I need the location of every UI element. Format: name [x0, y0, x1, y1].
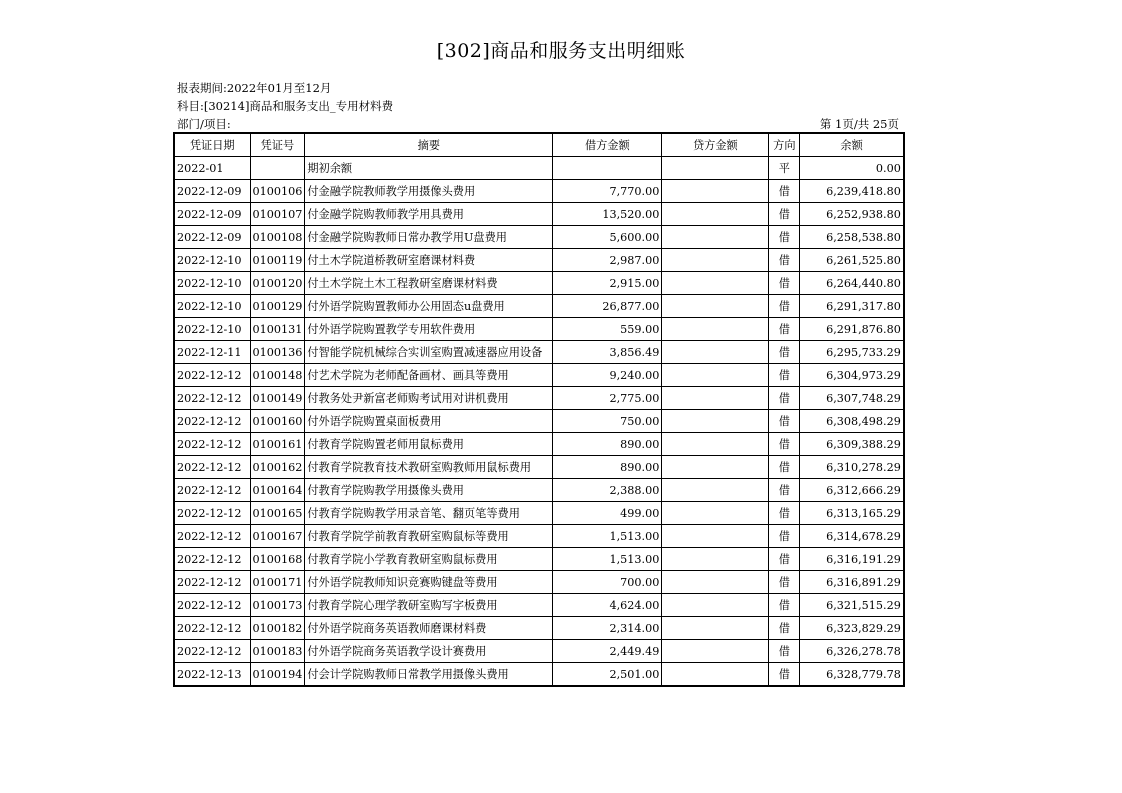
summary-cell: 付土木学院道桥教研室磨课材料费 — [305, 249, 553, 272]
balance-cell: 6,316,891.29 — [800, 571, 904, 594]
voucher-no-cell: 0100129 — [250, 295, 305, 318]
balance-cell: 6,291,876.80 — [800, 318, 904, 341]
balance-cell: 6,295,733.29 — [800, 341, 904, 364]
voucher-no-cell: 0100161 — [250, 433, 305, 456]
summary-cell: 付外语学院商务英语教师磨课材料费 — [305, 617, 553, 640]
ledger-table — [173, 132, 905, 687]
voucher-no-cell: 0100182 — [250, 617, 305, 640]
table-row — [174, 272, 904, 295]
voucher-no-cell: 0100120 — [250, 272, 305, 295]
debit-amount-cell: 890.00 — [553, 456, 662, 479]
voucher-no-cell: 0100136 — [250, 341, 305, 364]
voucher-date-cell: 2022-12-12 — [174, 387, 250, 410]
debit-amount-cell: 2,987.00 — [553, 249, 662, 272]
credit-amount-cell — [662, 341, 769, 364]
direction-cell: 平 — [769, 157, 800, 180]
table-row — [174, 249, 904, 272]
voucher-date-cell: 2022-12-09 — [174, 226, 250, 249]
debit-amount-cell: 1,513.00 — [553, 525, 662, 548]
table-row — [174, 295, 904, 318]
credit-amount-cell — [662, 387, 769, 410]
summary-cell: 付会计学院购教师日常教学用摄像头费用 — [305, 663, 553, 687]
balance-cell: 6,316,191.29 — [800, 548, 904, 571]
table-row — [174, 341, 904, 364]
direction-cell: 借 — [769, 663, 800, 687]
voucher-date-cell: 2022-12-12 — [174, 433, 250, 456]
summary-cell: 付教育学院购置老师用鼠标费用 — [305, 433, 553, 456]
direction-cell: 借 — [769, 410, 800, 433]
direction-cell: 借 — [769, 571, 800, 594]
balance-cell: 6,264,440.80 — [800, 272, 904, 295]
voucher-date-cell: 2022-12-10 — [174, 318, 250, 341]
voucher-no-cell: 0100183 — [250, 640, 305, 663]
header-credit: 贷方金额 — [662, 133, 769, 157]
voucher-no-cell: 0100164 — [250, 479, 305, 502]
debit-amount-cell: 499.00 — [553, 502, 662, 525]
voucher-no-cell: 0100107 — [250, 203, 305, 226]
debit-amount-cell: 700.00 — [553, 571, 662, 594]
table-row — [174, 479, 904, 502]
direction-cell: 借 — [769, 364, 800, 387]
table-row — [174, 617, 904, 640]
voucher-no-cell: 0100168 — [250, 548, 305, 571]
credit-amount-cell — [662, 295, 769, 318]
department-project: 部门/项目: — [177, 117, 231, 131]
summary-cell: 期初余额 — [305, 157, 553, 180]
balance-cell: 6,304,973.29 — [800, 364, 904, 387]
credit-amount-cell — [662, 272, 769, 295]
credit-amount-cell — [662, 571, 769, 594]
balance-cell: 6,321,515.29 — [800, 594, 904, 617]
table-row — [174, 525, 904, 548]
voucher-date-cell: 2022-12-10 — [174, 272, 250, 295]
voucher-date-cell: 2022-12-12 — [174, 364, 250, 387]
summary-cell: 付教务处尹新富老师购考试用对讲机费用 — [305, 387, 553, 410]
header-balance: 余额 — [800, 133, 904, 157]
table-row — [174, 180, 904, 203]
debit-amount-cell: 13,520.00 — [553, 203, 662, 226]
summary-cell: 付外语学院购置桌面板费用 — [305, 410, 553, 433]
direction-cell: 借 — [769, 617, 800, 640]
debit-amount-cell: 750.00 — [553, 410, 662, 433]
credit-amount-cell — [662, 203, 769, 226]
direction-cell: 借 — [769, 594, 800, 617]
direction-cell: 借 — [769, 249, 800, 272]
table-row — [174, 226, 904, 249]
balance-cell: 6,252,938.80 — [800, 203, 904, 226]
ledger-header-row — [174, 133, 904, 157]
credit-amount-cell — [662, 157, 769, 180]
voucher-date-cell: 2022-12-09 — [174, 203, 250, 226]
header-debit: 借方金额 — [553, 133, 662, 157]
summary-cell: 付金融学院教师教学用摄像头费用 — [305, 180, 553, 203]
direction-cell: 借 — [769, 640, 800, 663]
direction-cell: 借 — [769, 226, 800, 249]
direction-cell: 借 — [769, 318, 800, 341]
balance-cell: 6,314,678.29 — [800, 525, 904, 548]
voucher-date-cell: 2022-12-09 — [174, 180, 250, 203]
summary-cell: 付教育学院小学教育教研室购鼠标费用 — [305, 548, 553, 571]
balance-cell: 6,291,317.80 — [800, 295, 904, 318]
summary-cell: 付金融学院购教师日常办教学用U盘费用 — [305, 226, 553, 249]
balance-cell: 6,328,779.78 — [800, 663, 904, 687]
debit-amount-cell: 5,600.00 — [553, 226, 662, 249]
voucher-date-cell: 2022-12-12 — [174, 548, 250, 571]
debit-amount-cell: 559.00 — [553, 318, 662, 341]
direction-cell: 借 — [769, 341, 800, 364]
debit-amount-cell: 26,877.00 — [553, 295, 662, 318]
credit-amount-cell — [662, 479, 769, 502]
debit-amount-cell: 7,770.00 — [553, 180, 662, 203]
balance-cell: 6,313,165.29 — [800, 502, 904, 525]
debit-amount-cell: 2,915.00 — [553, 272, 662, 295]
voucher-date-cell: 2022-12-11 — [174, 341, 250, 364]
voucher-date-cell: 2022-12-10 — [174, 295, 250, 318]
voucher-date-cell: 2022-12-12 — [174, 594, 250, 617]
voucher-no-cell: 0100162 — [250, 456, 305, 479]
header-direction: 方向 — [769, 133, 800, 157]
credit-amount-cell — [662, 180, 769, 203]
credit-amount-cell — [662, 318, 769, 341]
voucher-no-cell: 0100171 — [250, 571, 305, 594]
direction-cell: 借 — [769, 295, 800, 318]
debit-amount-cell: 890.00 — [553, 433, 662, 456]
voucher-no-cell: 0100194 — [250, 663, 305, 687]
table-row — [174, 502, 904, 525]
voucher-date-cell: 2022-01 — [174, 157, 250, 180]
summary-cell: 付土木学院土木工程教研室磨课材料费 — [305, 272, 553, 295]
summary-cell: 付教育学院心理学教研室购写字板费用 — [305, 594, 553, 617]
direction-cell: 借 — [769, 387, 800, 410]
table-row — [174, 456, 904, 479]
voucher-no-cell: 0100167 — [250, 525, 305, 548]
voucher-date-cell: 2022-12-12 — [174, 479, 250, 502]
voucher-date-cell: 2022-12-10 — [174, 249, 250, 272]
page-indicator: 第 1页/共 25页 — [819, 117, 899, 131]
voucher-date-cell: 2022-12-12 — [174, 617, 250, 640]
summary-cell: 付教育学院购教学用摄像头费用 — [305, 479, 553, 502]
voucher-no-cell: 0100119 — [250, 249, 305, 272]
voucher-no-cell: 0100108 — [250, 226, 305, 249]
debit-amount-cell: 3,856.49 — [553, 341, 662, 364]
summary-cell: 付教育学院教育技术教研室购教师用鼠标费用 — [305, 456, 553, 479]
table-row — [174, 203, 904, 226]
summary-cell: 付外语学院购置教师办公用固态u盘费用 — [305, 295, 553, 318]
balance-cell: 6,258,538.80 — [800, 226, 904, 249]
summary-cell: 付外语学院购置教学专用软件费用 — [305, 318, 553, 341]
summary-cell: 付智能学院机械综合实训室购置减速器应用设备 — [305, 341, 553, 364]
balance-cell: 6,309,388.29 — [800, 433, 904, 456]
credit-amount-cell — [662, 594, 769, 617]
balance-cell: 6,326,278.78 — [800, 640, 904, 663]
balance-cell: 6,312,666.29 — [800, 479, 904, 502]
summary-cell: 付艺术学院为老师配备画材、画具等费用 — [305, 364, 553, 387]
debit-amount-cell: 1,513.00 — [553, 548, 662, 571]
table-row — [174, 387, 904, 410]
voucher-no-cell: 0100106 — [250, 180, 305, 203]
direction-cell: 借 — [769, 203, 800, 226]
voucher-no-cell: 0100131 — [250, 318, 305, 341]
voucher-date-cell: 2022-12-12 — [174, 525, 250, 548]
direction-cell: 借 — [769, 180, 800, 203]
direction-cell: 借 — [769, 433, 800, 456]
credit-amount-cell — [662, 226, 769, 249]
balance-cell: 6,239,418.80 — [800, 180, 904, 203]
summary-cell: 付教育学院购教学用录音笔、翻页笔等费用 — [305, 502, 553, 525]
report-title: [302]商品和服务支出明细账 — [436, 40, 686, 62]
debit-amount-cell: 2,449.49 — [553, 640, 662, 663]
summary-cell: 付外语学院商务英语教学设计赛费用 — [305, 640, 553, 663]
voucher-no-cell: 0100148 — [250, 364, 305, 387]
table-row — [174, 663, 904, 687]
table-row — [174, 157, 904, 180]
table-row — [174, 410, 904, 433]
account-subject: 科目:[30214]商品和服务支出_专用材料费 — [177, 99, 394, 113]
credit-amount-cell — [662, 249, 769, 272]
header-voucher-date: 凭证日期 — [174, 133, 250, 157]
credit-amount-cell — [662, 548, 769, 571]
summary-cell: 付外语学院教师知识竞赛购键盘等费用 — [305, 571, 553, 594]
balance-cell: 6,307,748.29 — [800, 387, 904, 410]
table-row — [174, 364, 904, 387]
voucher-date-cell: 2022-12-13 — [174, 663, 250, 687]
voucher-no-cell: 0100149 — [250, 387, 305, 410]
credit-amount-cell — [662, 502, 769, 525]
header-summary: 摘要 — [305, 133, 553, 157]
voucher-no-cell: 0100165 — [250, 502, 305, 525]
voucher-no-cell — [250, 157, 305, 180]
balance-cell: 6,310,278.29 — [800, 456, 904, 479]
debit-amount-cell: 2,501.00 — [553, 663, 662, 687]
header-voucher-no: 凭证号 — [250, 133, 305, 157]
table-row — [174, 594, 904, 617]
direction-cell: 借 — [769, 502, 800, 525]
balance-cell: 6,261,525.80 — [800, 249, 904, 272]
debit-amount-cell — [553, 157, 662, 180]
direction-cell: 借 — [769, 456, 800, 479]
direction-cell: 借 — [769, 479, 800, 502]
summary-cell: 付金融学院购教师教学用具费用 — [305, 203, 553, 226]
debit-amount-cell: 2,388.00 — [553, 479, 662, 502]
direction-cell: 借 — [769, 525, 800, 548]
debit-amount-cell: 9,240.00 — [553, 364, 662, 387]
credit-amount-cell — [662, 364, 769, 387]
credit-amount-cell — [662, 433, 769, 456]
voucher-date-cell: 2022-12-12 — [174, 502, 250, 525]
voucher-date-cell: 2022-12-12 — [174, 640, 250, 663]
debit-amount-cell: 4,624.00 — [553, 594, 662, 617]
credit-amount-cell — [662, 456, 769, 479]
summary-cell: 付教育学院学前教育教研室购鼠标等费用 — [305, 525, 553, 548]
voucher-no-cell: 0100173 — [250, 594, 305, 617]
credit-amount-cell — [662, 663, 769, 687]
credit-amount-cell — [662, 640, 769, 663]
table-row — [174, 640, 904, 663]
voucher-no-cell: 0100160 — [250, 410, 305, 433]
credit-amount-cell — [662, 617, 769, 640]
report-period: 报表期间:2022年01月至12月 — [177, 81, 332, 95]
balance-cell: 6,323,829.29 — [800, 617, 904, 640]
direction-cell: 借 — [769, 548, 800, 571]
voucher-date-cell: 2022-12-12 — [174, 410, 250, 433]
debit-amount-cell: 2,775.00 — [553, 387, 662, 410]
voucher-date-cell: 2022-12-12 — [174, 571, 250, 594]
credit-amount-cell — [662, 410, 769, 433]
table-row — [174, 318, 904, 341]
table-row — [174, 433, 904, 456]
table-row — [174, 548, 904, 571]
voucher-date-cell: 2022-12-12 — [174, 456, 250, 479]
balance-cell: 0.00 — [800, 157, 904, 180]
table-row — [174, 571, 904, 594]
balance-cell: 6,308,498.29 — [800, 410, 904, 433]
direction-cell: 借 — [769, 272, 800, 295]
debit-amount-cell: 2,314.00 — [553, 617, 662, 640]
ledger-body — [174, 157, 904, 687]
credit-amount-cell — [662, 525, 769, 548]
